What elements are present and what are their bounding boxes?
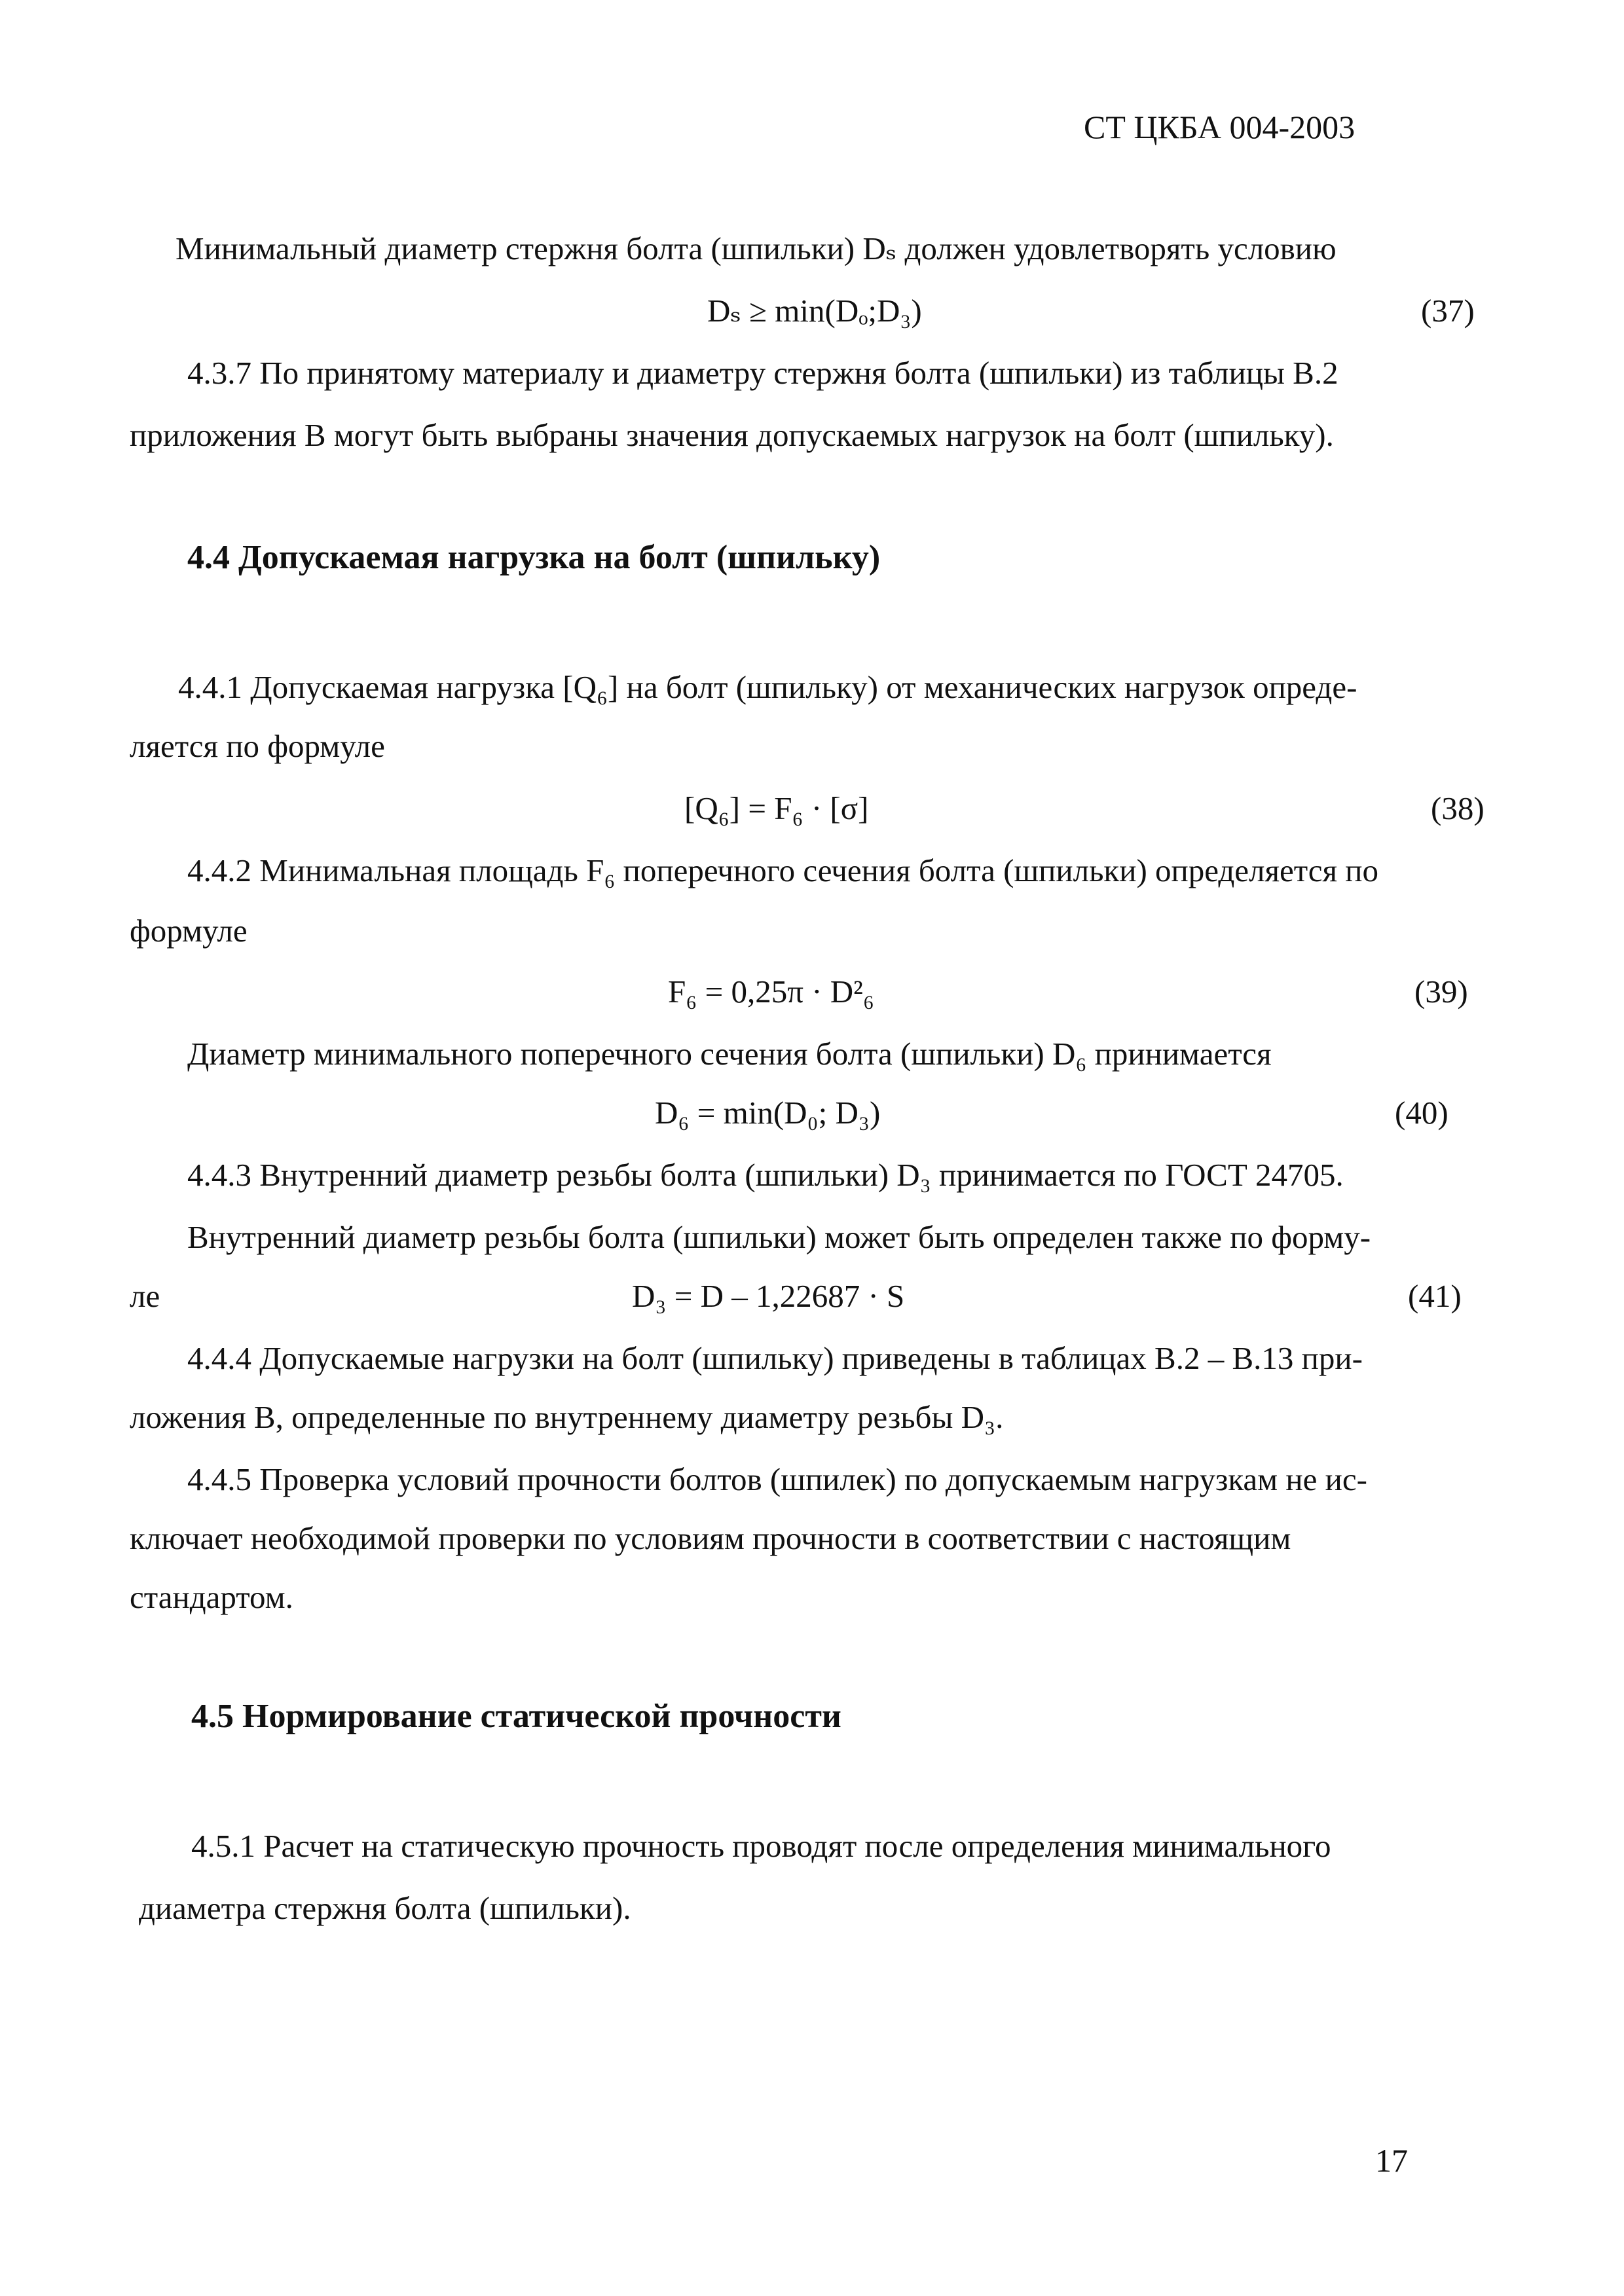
paragraph-4-3-7-line1: 4.3.7 По принятому материалу и диаметру стержня болта (шпильки) из таблицы В.2 (187, 355, 1338, 391)
section-heading-4-4: 4.4 Допускаемая нагрузка на болт (шпильку) (187, 539, 881, 576)
equation-number-38: (38) (1431, 790, 1485, 826)
formula-40: D₆ = min(D₀; D₃) (655, 1095, 881, 1131)
paragraph-inner-diameter-line1: Внутренний диаметр резьбы болта (шпильки) может быть определен также по форму- (187, 1219, 1371, 1255)
paragraph-4-4-1-line2: ляется по формуле (130, 728, 385, 764)
equation-number-39: (39) (1414, 974, 1468, 1010)
equation-number-37: (37) (1421, 293, 1475, 329)
page-number: 17 (1375, 2142, 1408, 2179)
paragraph-4-5-1-line2: диаметра стержня болта (шпильки). (139, 1890, 631, 1926)
paragraph-4-4-5-line1: 4.4.5 Проверка условий прочности болтов (шпилек) по допускаемым нагрузкам не ис- (187, 1461, 1367, 1497)
equation-number-40: (40) (1395, 1095, 1449, 1131)
paragraph-4-4-5-line2: ключает необходимой проверки по условиям прочности в соответствии с настоящим (130, 1520, 1291, 1556)
paragraph-min-diameter: Минимальный диаметр стержня болта (шпильки) Dₛ должен удовлетворять условию (175, 230, 1337, 266)
section-heading-4-5: 4.5 Нормирование статической прочности (191, 1698, 841, 1735)
paragraph-inner-diameter-line2: ле (130, 1278, 160, 1314)
formula-37: Dₛ ≥ min(Dₒ;D₃) (707, 293, 922, 329)
formula-38: [Q₆] = F₆ · [σ] (684, 790, 869, 826)
paragraph-4-4-1-line1: 4.4.1 Допускаемая нагрузка [Q₆] на болт (шпильку) от механических нагрузок опреде- (178, 669, 1357, 705)
paragraph-4-4-2-line1: 4.4.2 Минимальная площадь F₆ поперечного сечения болта (шпильки) определяется по (187, 852, 1379, 888)
paragraph-4-4-2-line2: формуле (130, 913, 248, 949)
equation-number-41: (41) (1408, 1278, 1462, 1314)
paragraph-4-4-4-line1: 4.4.4 Допускаемые нагрузки на болт (шпильку) приведены в таблицах В.2 – В.13 при- (187, 1340, 1363, 1376)
paragraph-4-4-3: 4.4.3 Внутренний диаметр резьбы болта (шпильки) D₃ принимается по ГОСТ 24705. (187, 1157, 1344, 1193)
paragraph-4-4-4-line2: ложения В, определенные по внутреннему диаметру резьбы D₃. (130, 1399, 1004, 1435)
paragraph-min-section-diameter: Диаметр минимального поперечного сечения болта (шпильки) D₆ принимается (187, 1036, 1272, 1072)
formula-39: F₆ = 0,25π · D²₆ (668, 974, 874, 1010)
paragraph-4-5-1-line1: 4.5.1 Расчет на статическую прочность проводят после определения минимального (191, 1828, 1331, 1864)
document-code-header: СТ ЦКБА 004-2003 (1084, 109, 1356, 145)
paragraph-4-3-7-line2: приложения В могут быть выбраны значения допускаемых нагрузок на болт (шпильку). (130, 417, 1334, 453)
paragraph-4-4-5-line3: стандартом. (130, 1579, 293, 1615)
formula-41: D₃ = D – 1,22687 · S (632, 1278, 905, 1314)
